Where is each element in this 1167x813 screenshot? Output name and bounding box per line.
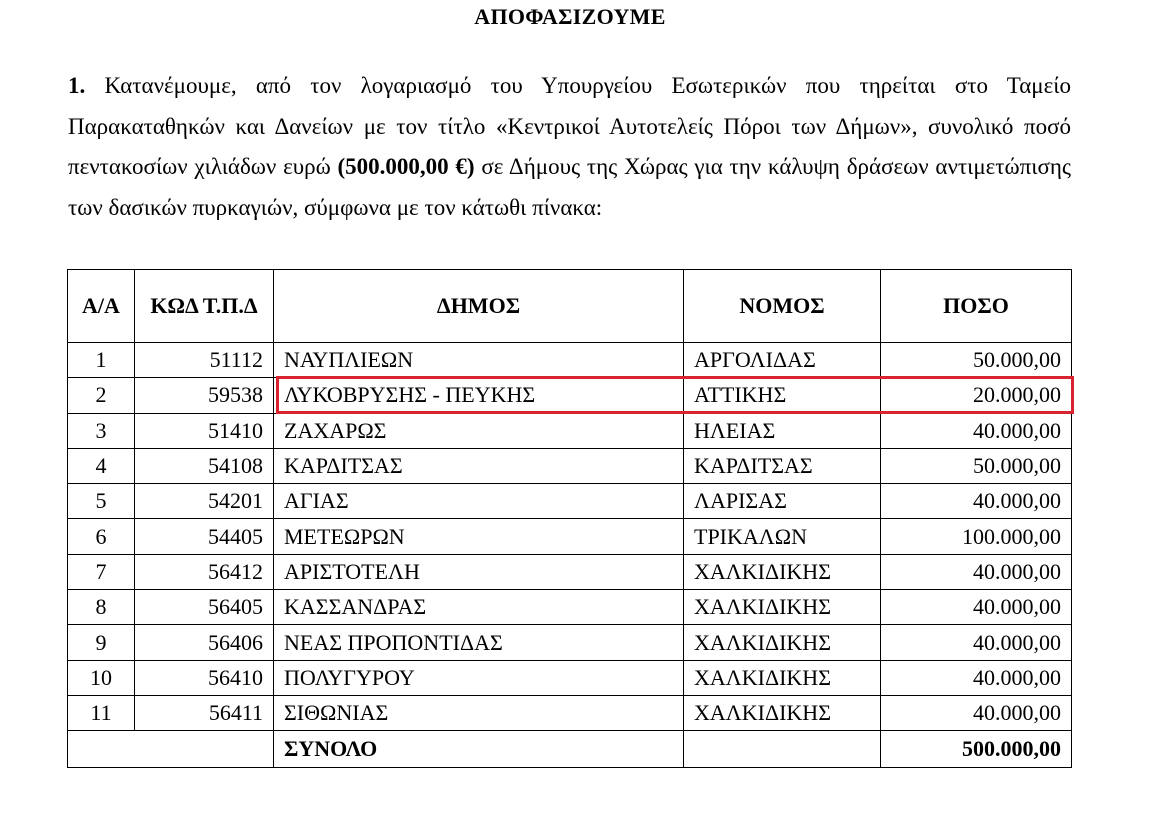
cell-aa: 8: [68, 590, 135, 625]
table-row: [68, 660, 1072, 695]
total-empty-cell: [68, 731, 274, 768]
table-row: [68, 590, 1072, 625]
cell-dimos: ΑΓΙΑΣ: [274, 484, 684, 519]
cell-nomos: ΚΑΡΔΙΤΣΑΣ: [684, 448, 881, 483]
cell-aa: 10: [68, 660, 135, 695]
cell-poso: 50.000,00: [881, 448, 1072, 483]
table-row: [68, 413, 1072, 448]
cell-kod: 56405: [135, 590, 274, 625]
header-kod: ΚΩΔ Τ.Π.Δ: [135, 270, 274, 343]
cell-poso: 40.000,00: [881, 695, 1072, 730]
cell-kod: 56410: [135, 660, 274, 695]
cell-dimos: ΛΥΚΟΒΡΥΣΗΣ - ΠΕΥΚΗΣ: [274, 378, 684, 413]
total-value: 500.000,00: [881, 731, 1072, 768]
cell-kod: 51410: [135, 413, 274, 448]
cell-dimos: ΚΑΣΣΑΝΔΡΑΣ: [274, 590, 684, 625]
allocation-table: [67, 269, 1072, 768]
cell-kod: 56412: [135, 554, 274, 589]
cell-kod: 54108: [135, 448, 274, 483]
header-aa: Α/Α: [68, 270, 135, 343]
cell-aa: 1: [68, 343, 135, 378]
cell-dimos: ΜΕΤΕΩΡΩΝ: [274, 519, 684, 554]
allocation-paragraph: [68, 66, 1071, 228]
cell-kod: 51112: [135, 343, 274, 378]
table-row: [68, 448, 1072, 483]
table-header-row: [68, 270, 1072, 343]
table-row: [68, 519, 1072, 554]
cell-aa: 2: [68, 378, 135, 413]
cell-nomos: ΧΑΛΚΙΔΙΚΗΣ: [684, 625, 881, 660]
table-row: [68, 695, 1072, 730]
table-row: [68, 484, 1072, 519]
table-row: [68, 378, 1072, 413]
paragraph-number: 1.: [68, 73, 86, 98]
table-row: [68, 625, 1072, 660]
cell-nomos: ΧΑΛΚΙΔΙΚΗΣ: [684, 590, 881, 625]
cell-kod: 56406: [135, 625, 274, 660]
cell-aa: 6: [68, 519, 135, 554]
paragraph-amount: (500.000,00 €): [337, 154, 475, 179]
cell-aa: 9: [68, 625, 135, 660]
cell-poso: 40.000,00: [881, 660, 1072, 695]
cell-dimos: ΣΙΘΩΝΙΑΣ: [274, 695, 684, 730]
cell-nomos: ΧΑΛΚΙΔΙΚΗΣ: [684, 554, 881, 589]
cell-poso: 40.000,00: [881, 484, 1072, 519]
cell-poso: 40.000,00: [881, 413, 1072, 448]
cell-nomos: ΤΡΙΚΑΛΩΝ: [684, 519, 881, 554]
cell-aa: 5: [68, 484, 135, 519]
cell-kod: 59538: [135, 378, 274, 413]
cell-dimos: ΚΑΡΔΙΤΣΑΣ: [274, 448, 684, 483]
cell-nomos: ΑΤΤΙΚΗΣ: [684, 378, 881, 413]
table-row: [68, 343, 1072, 378]
cell-nomos: ΗΛΕΙΑΣ: [684, 413, 881, 448]
header-dimos: ΔΗΜΟΣ: [274, 270, 684, 343]
cell-nomos: ΑΡΓΟΛΙΔΑΣ: [684, 343, 881, 378]
cell-nomos: ΧΑΛΚΙΔΙΚΗΣ: [684, 660, 881, 695]
header-nomos: ΝΟΜΟΣ: [684, 270, 881, 343]
cell-kod: 54405: [135, 519, 274, 554]
header-poso: ΠΟΣΟ: [881, 270, 1072, 343]
table-body: [68, 343, 1072, 731]
cell-nomos: ΧΑΛΚΙΔΙΚΗΣ: [684, 695, 881, 730]
cell-aa: 11: [68, 695, 135, 730]
cell-dimos: ΑΡΙΣΤΟΤΕΛΗ: [274, 554, 684, 589]
cell-dimos: ΠΟΛΥΓΥΡΟΥ: [274, 660, 684, 695]
paragraph-text-before: Κατανέμουμε, από τον λογαριασμό του Υπουργείου Εσωτερικών που τηρείται στο Ταμείο Παρακαταθηκών και Δανείων με τον τίτλο «Κεντρικοί Αυτοτελείς Πόροι των Δήμων», συνολικό ποσό πεντακοσίων χιλιάδων ευρώ: [68, 73, 1071, 179]
cell-dimos: ΝΑΥΠΛΙΕΩΝ: [274, 343, 684, 378]
total-label: ΣΥΝΟΛΟ: [274, 731, 684, 768]
cell-poso: 50.000,00: [881, 343, 1072, 378]
cell-poso: 100.000,00: [881, 519, 1072, 554]
cell-nomos: ΛΑΡΙΣΑΣ: [684, 484, 881, 519]
table-total-row: [68, 731, 1072, 768]
cell-aa: 4: [68, 448, 135, 483]
cell-poso: 40.000,00: [881, 590, 1072, 625]
cell-dimos: ΝΕΑΣ ΠΡΟΠΟΝΤΙΔΑΣ: [274, 625, 684, 660]
cell-aa: 7: [68, 554, 135, 589]
cell-aa: 3: [68, 413, 135, 448]
cell-poso: 40.000,00: [881, 554, 1072, 589]
paragraph-text-after: σε Δήμους της Χώρας για την κάλυψη δράσεων αντιμετώπισης των δασικών πυρκαγιών, σύμφωνα με τον κάτωθι πίνακα:: [68, 154, 1072, 220]
table-row: [68, 554, 1072, 589]
total-empty-nomos: [684, 731, 881, 768]
document-heading: ΑΠΟΦΑΣΙΖΟΥΜΕ: [474, 4, 666, 29]
cell-kod: 54201: [135, 484, 274, 519]
cell-kod: 56411: [135, 695, 274, 730]
cell-dimos: ΖΑΧΑΡΩΣ: [274, 413, 684, 448]
cell-poso: 20.000,00: [881, 378, 1072, 413]
cell-poso: 40.000,00: [881, 625, 1072, 660]
